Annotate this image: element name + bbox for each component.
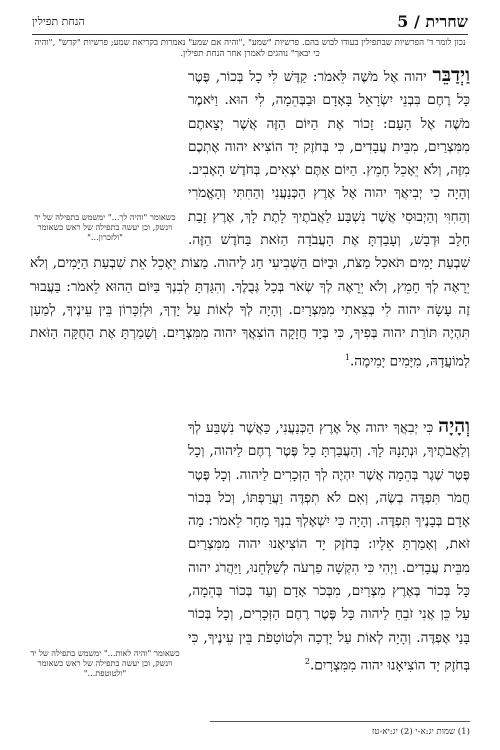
page-number: / 5 [397,12,420,31]
side-instruction-2: כשאומר "והיה לאות..." ימשמש בתפילה של יד ויִנשק, וכן יעשה בתפילה של ראש כשאומר "ולטוטפת..." [30,648,180,678]
section-title-text: שחרית [425,12,468,31]
passage-vehaya [30,415,470,680]
running-head [32,10,468,34]
side-instruction-1: כשאומר "והיה לך..." ימשמש בתפילה של יד ויִנשק, וכן יעשה בתפילה של ראש כשאומר "ולזכרון..." [34,212,176,242]
passage-opening-word: וְהָיָה [438,415,470,437]
section-title [397,12,468,32]
instruction-note: נכון לומר ד' הפרשיות שבתפילין בעודו לבוש בהם. פרשיות "שמע" ,"והיה אם שמע" נאמרות בקריאת שמע; פרשיות "קדש" ,"והיה כי יבאך" נוהגים לאמרן אחר הנחת תפילין. [34,38,466,59]
footnote-references: (1) שמות יג:א-י (2) יג:יא-טז [371,727,470,737]
footnote-marker: 2 [304,656,310,666]
passage-text: יהוה אֶל מֹשֶׁה לֵּאמֹר: קַדֶּשׁ לִי כָל בְּכוֹר, פֶּטֶר כָּל רֶחֶם בִּבְנֵי יִשְׂרָאֵל בָּאָדָם וּבַבְּהֵמָה, לִי הוּא. וַיֹּאמֶר מֹשֶׁה אֶל הָעָם: זָכוֹר אֶת הַיּוֹם הַזֶּה אֲשֶׁר יְצָאתֶם מִמִּצְרַיִם, מִבֵּית עֲבָדִים, כִּי בְּחֹזֶק יָד הוֹצִיא יהוה אֶתְכֶם מִזֶּה, וְלֹא יֵאָכֵל חָמֵץ. הַיּוֹם אַתֶּם יֹצְאִים, בְּחֹדֶשׁ הָאָבִיב. וְהָיָה כִי יְבִיאֲךָ יהוה אֶל אֶרֶץ הַכְּנַעֲנִי וְהַחִתִּי וְהָאֱמֹרִי וְהַחִוִּי וְהַיְבוּסִי אֲשֶׁר נִשְׁבַּע לַאֲבֹתֶיךָ לָתֶת לָךְ, אֶרֶץ זָבַת חָלָב וּדְבָשׁ, וְעָבַדְתָּ אֶת הָעֲבֹדָה הַזֹּאת בַּחֹדֶשׁ הַזֶּה. שִׁבְעַת יָמִים תֹּאכַל מַצֹּת, וּבַיּוֹם הַשְּׁבִיעִי חַג לַיהוה. מַצּוֹת יֵאָכֵל אֵת שִׁבְעַת הַיָּמִים, וְלֹא יֵרָאֶה לְךָ חָמֵץ, וְלֹא יֵרָאֶה לְךָ שְׂאֹר בְּכָל גְּבֻלֶךָ. וְהִגַּדְתָּ לְבִנְךָ בַּיּוֹם הַהוּא לֵאמֹר: בַּעֲבוּר זֶה עָשָׂה יהוה לִי בְּצֵאתִי מִמִּצְרָיִם. וְהָיָה לְךָ לְאוֹת עַל יָדְךָ, וּלְזִכָּרוֹן בֵּין עֵינֶיךָ, לְמַעַן תִּהְיֶה תּוֹרַת יהוה בְּפִיךָ, כִּי בְּיָד חֲזָקָה הוֹצִאֲךָ יהוה מִמִּצְרָיִם. וְשָׁמַרְתָּ אֶת הַחֻקָּה הַזֹּאת לְמוֹעֲדָהּ, מִיָּמִים יָמִימָה. [30,69,470,370]
passage-text: כִּי יְבִאֲךָ יהוה אֶל אֶרֶץ הַכְּנַעֲנִי, כַּאֲשֶׁר נִשְׁבַּע לְךָ וְלַאֲבֹתֶיךָ, וּנְתָנָהּ לָךְ. וְהַעֲבַרְתָּ כָל פֶּטֶר רֶחֶם לַיהוה, וְכָל פֶּטֶר שֶׁגֶר בְּהֵמָה אֲשֶׁר יִהְיֶה לְךָ הַזְּכָרִים לַיהוה. וְכָל פֶּטֶר חֲמֹר תִּפְדֶּה בְשֶׂה, וְאִם לֹא תִפְדֶּה וַעֲרַפְתּוֹ, וְכֹל בְּכוֹר אָדָם בְּבָנֶיךָ תִּפְדֶּה. וְהָיָה כִּי יִשְׁאָלְךָ בִנְךָ מָחָר לֵאמֹר: מַה זֹּאת, וְאָמַרְתָּ אֵלָיו: בְּחֹזֶק יָד הוֹצִיאָנוּ יהוה מִמִּצְרַיִם מִבֵּית עֲבָדִים. וַיְהִי כִּי הִקְשָׁה פַרְעֹה לְשַׁלְּחֵנוּ, וַיַּהֲרֹג יהוה כָּל בְּכוֹר בְּאֶרֶץ מִצְרַיִם, מִבְּכֹר אָדָם וְעַד בְּכוֹר בְּהֵמָה, עַל כֵּן אֲנִי זֹבֵחַ לַיהוה כָּל פֶּטֶר רֶחֶם הַזְּכָרִים, וְכָל בְּכוֹר בָּנַי אֶפְדֶּה. וְהָיָה לְאוֹת עַל יָדְכָה וּלְטוֹטָפֹת בֵּין עֵינֶיךָ, כִּי בְּחֹזֶק יָד הוֹצִיאָנוּ יהוה מִמִּצְרָיִם. [188,420,470,674]
book-title: הנחת תפילין [32,15,85,28]
footnote-rule [210,721,470,722]
passage-kadesh [30,64,470,373]
header-rule [32,34,468,35]
passage-opening-word: וַיְדַבֵּר [432,64,470,86]
footnote-marker: 1 [344,352,350,362]
